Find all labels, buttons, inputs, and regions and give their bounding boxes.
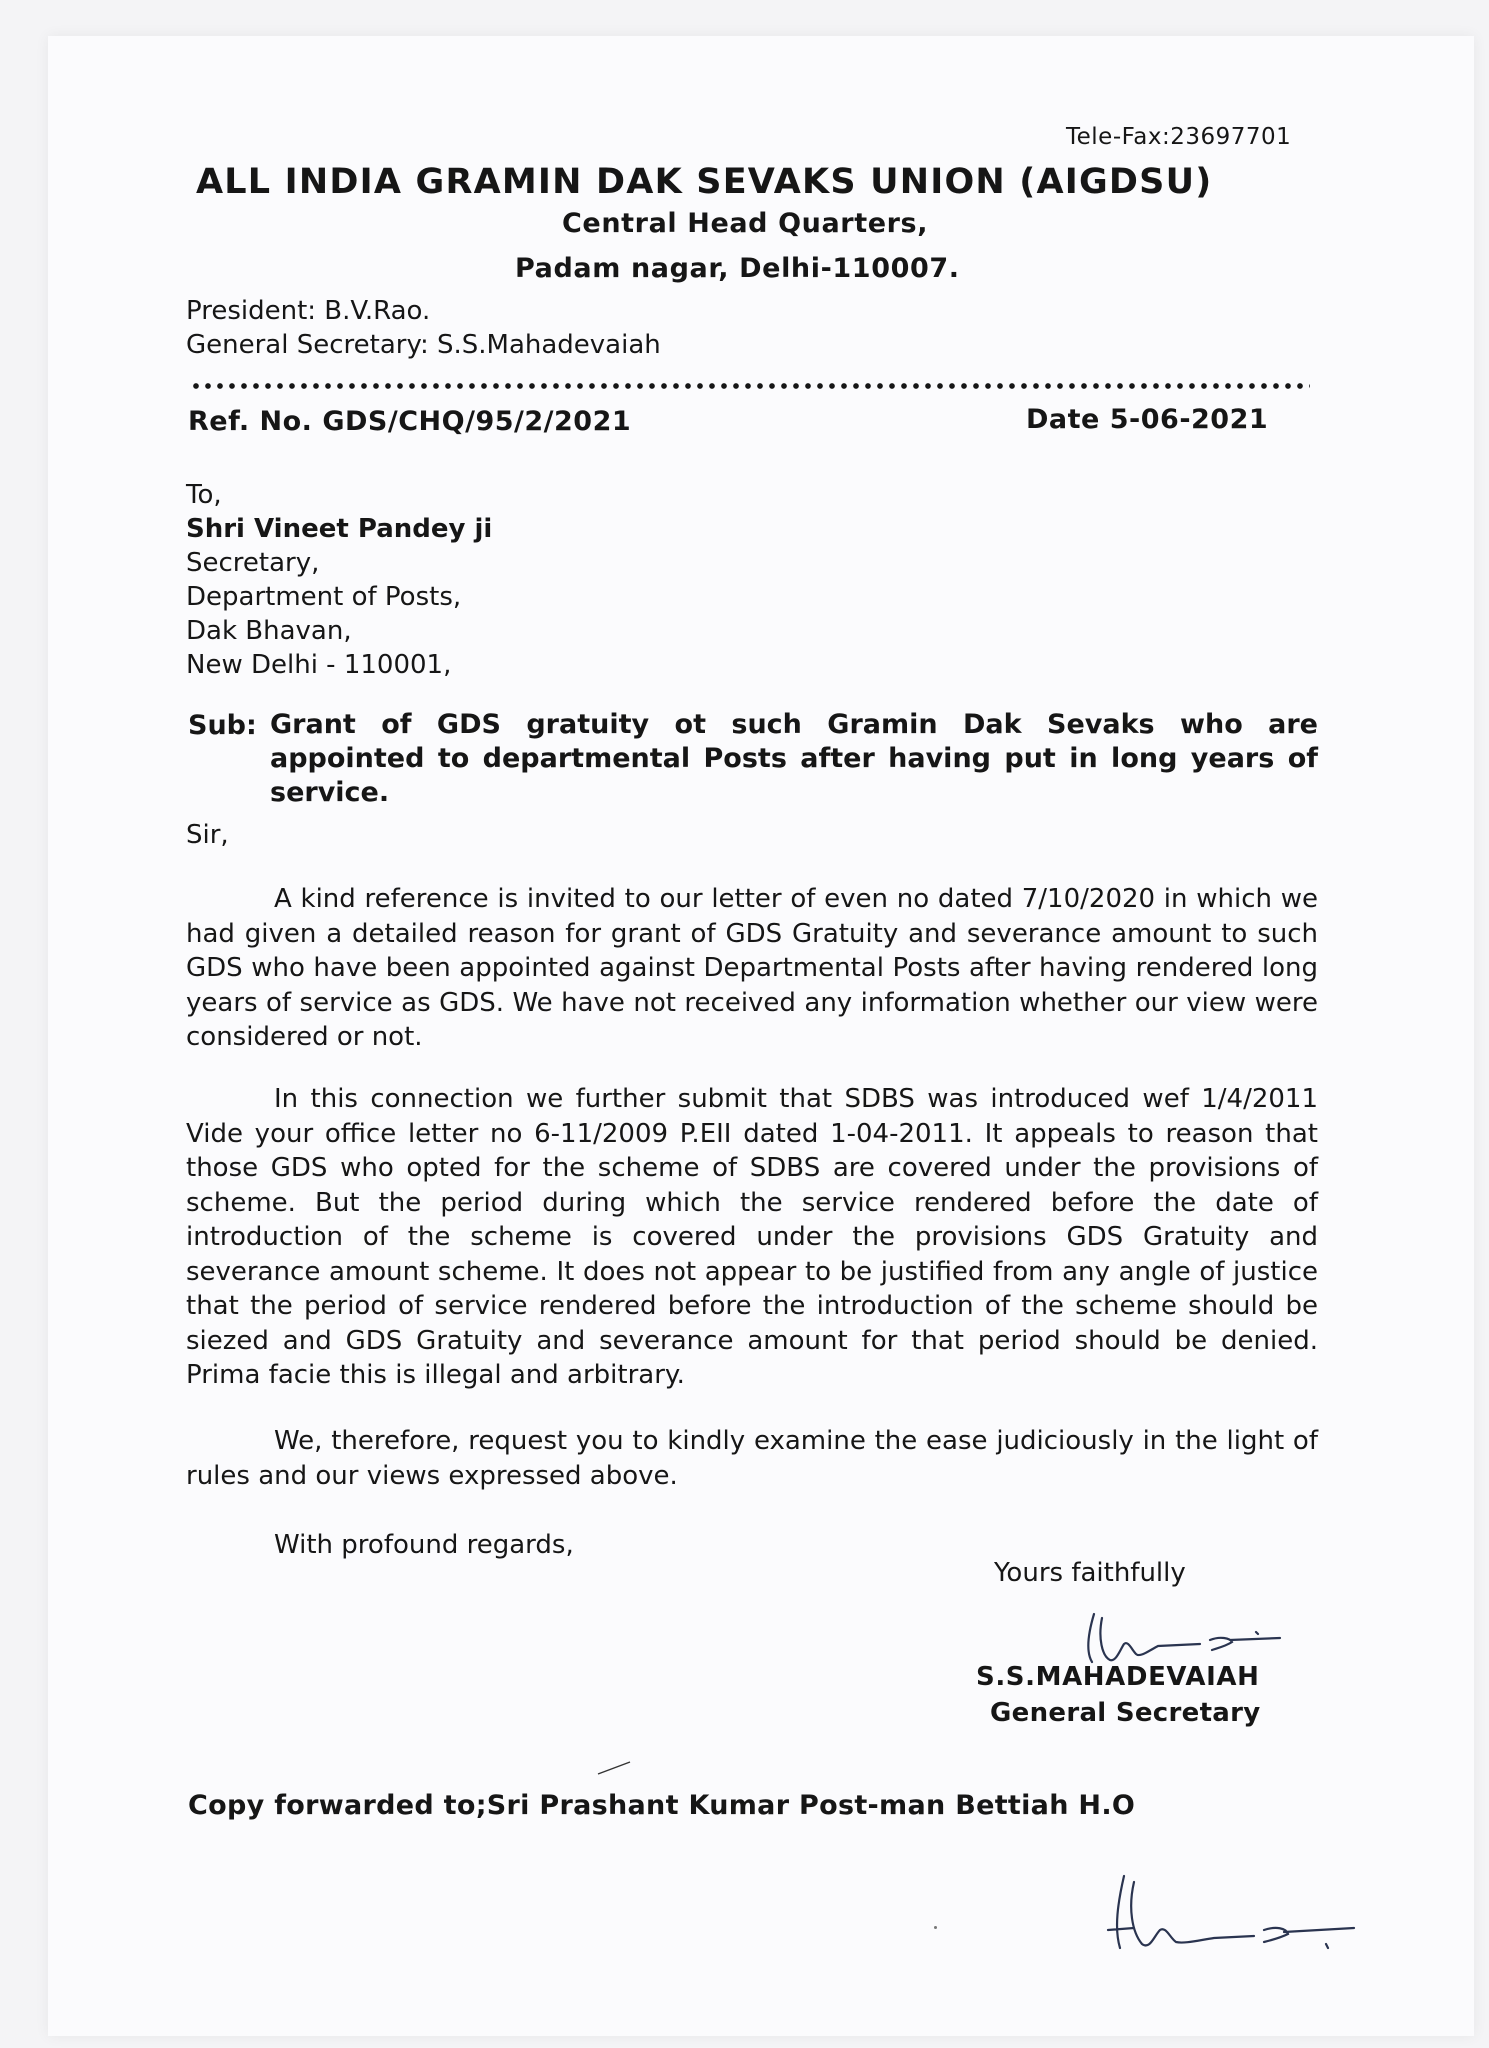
recipient-name: Shri Vineet Pandey ji [186,514,493,544]
paper-speck [934,1926,937,1929]
general-secretary-line: General Secretary: S.S.Mahadevaiah [186,330,661,360]
handwritten-signature [1080,1604,1300,1670]
recipient-line: Secretary, [186,548,320,578]
dotted-divider [190,382,1310,390]
closing-yours-faithfully: Yours faithfully [994,1558,1186,1588]
letter-date: Date 5-06-2021 [1026,404,1269,435]
initials-signature [1104,1868,1374,1968]
body-paragraph: We, therefore, request you to kindly examine the ease judiciously in the light of rules and our views expressed above. [186,1426,1318,1491]
recipient-line: Department of Posts, [186,582,462,612]
recipient-line: New Delhi - 110001, [186,650,452,680]
organization-address: Padam nagar, Delhi-110007. [515,253,960,284]
copy-forwarded-line: Copy forwarded to;Sri Prashant Kumar Post-man Bettiah H.O [188,1790,1136,1821]
recipient-address [186,478,492,682]
signatory-title: General Secretary [990,1698,1261,1728]
recipient-line: Dak Bhavan, [186,616,352,646]
salutation: Sir, [186,820,229,850]
subject-text: Grant of GDS gratuity ot such Gramin Dak Sevaks who are appointed to departmental Posts after having put in long years of service. [270,709,1318,808]
headquarters-line: Central Head Quarters, [562,208,929,239]
pen-mark [596,1760,632,1776]
reference-number: Ref. No. GDS/CHQ/95/2/2021 [188,406,632,437]
body-paragraph: In this connection we further submit that SDBS was introduced wef 1/4/2011 Vide your office letter no 6-11/2009 P.EII dated 1-04-2011. It appeals to reason that those GDS who opted for the scheme of SDBS are covered under the provisions of scheme. But the period during which the service rendered before the date of introduction of the scheme is covered under the provisions GDS Gratuity and severance amount scheme. It does not appear to be justified from any angle of justice that the period of service rendered before the introduction of the scheme should be siezed and GDS Gratuity and severance amount for that period should be denied. Prima facie this is illegal and arbitrary. [186,1084,1318,1390]
body-paragraph: A kind reference is invited to our letter of even no dated 7/10/2020 in which we had given a detailed reason for grant of GDS Gratuity and severance amount to such GDS who have been appointed against Departmental Posts after having rendered long years of service as GDS. We have not received any information whether our view were considered or not. [186,884,1318,1052]
organization-name: ALL INDIA GRAMIN DAK SEVAKS UNION (AIGDSU) [196,162,1213,202]
signatory-name: S.S.MAHADEVAIAH [976,1662,1260,1692]
closing-regards: With profound regards, [274,1530,574,1560]
president-line: President: B.V.Rao. [186,296,431,326]
telefax-number: Tele-Fax:23697701 [1066,124,1292,150]
recipient-to: To, [186,480,222,510]
subject-label: Sub: [188,710,257,741]
